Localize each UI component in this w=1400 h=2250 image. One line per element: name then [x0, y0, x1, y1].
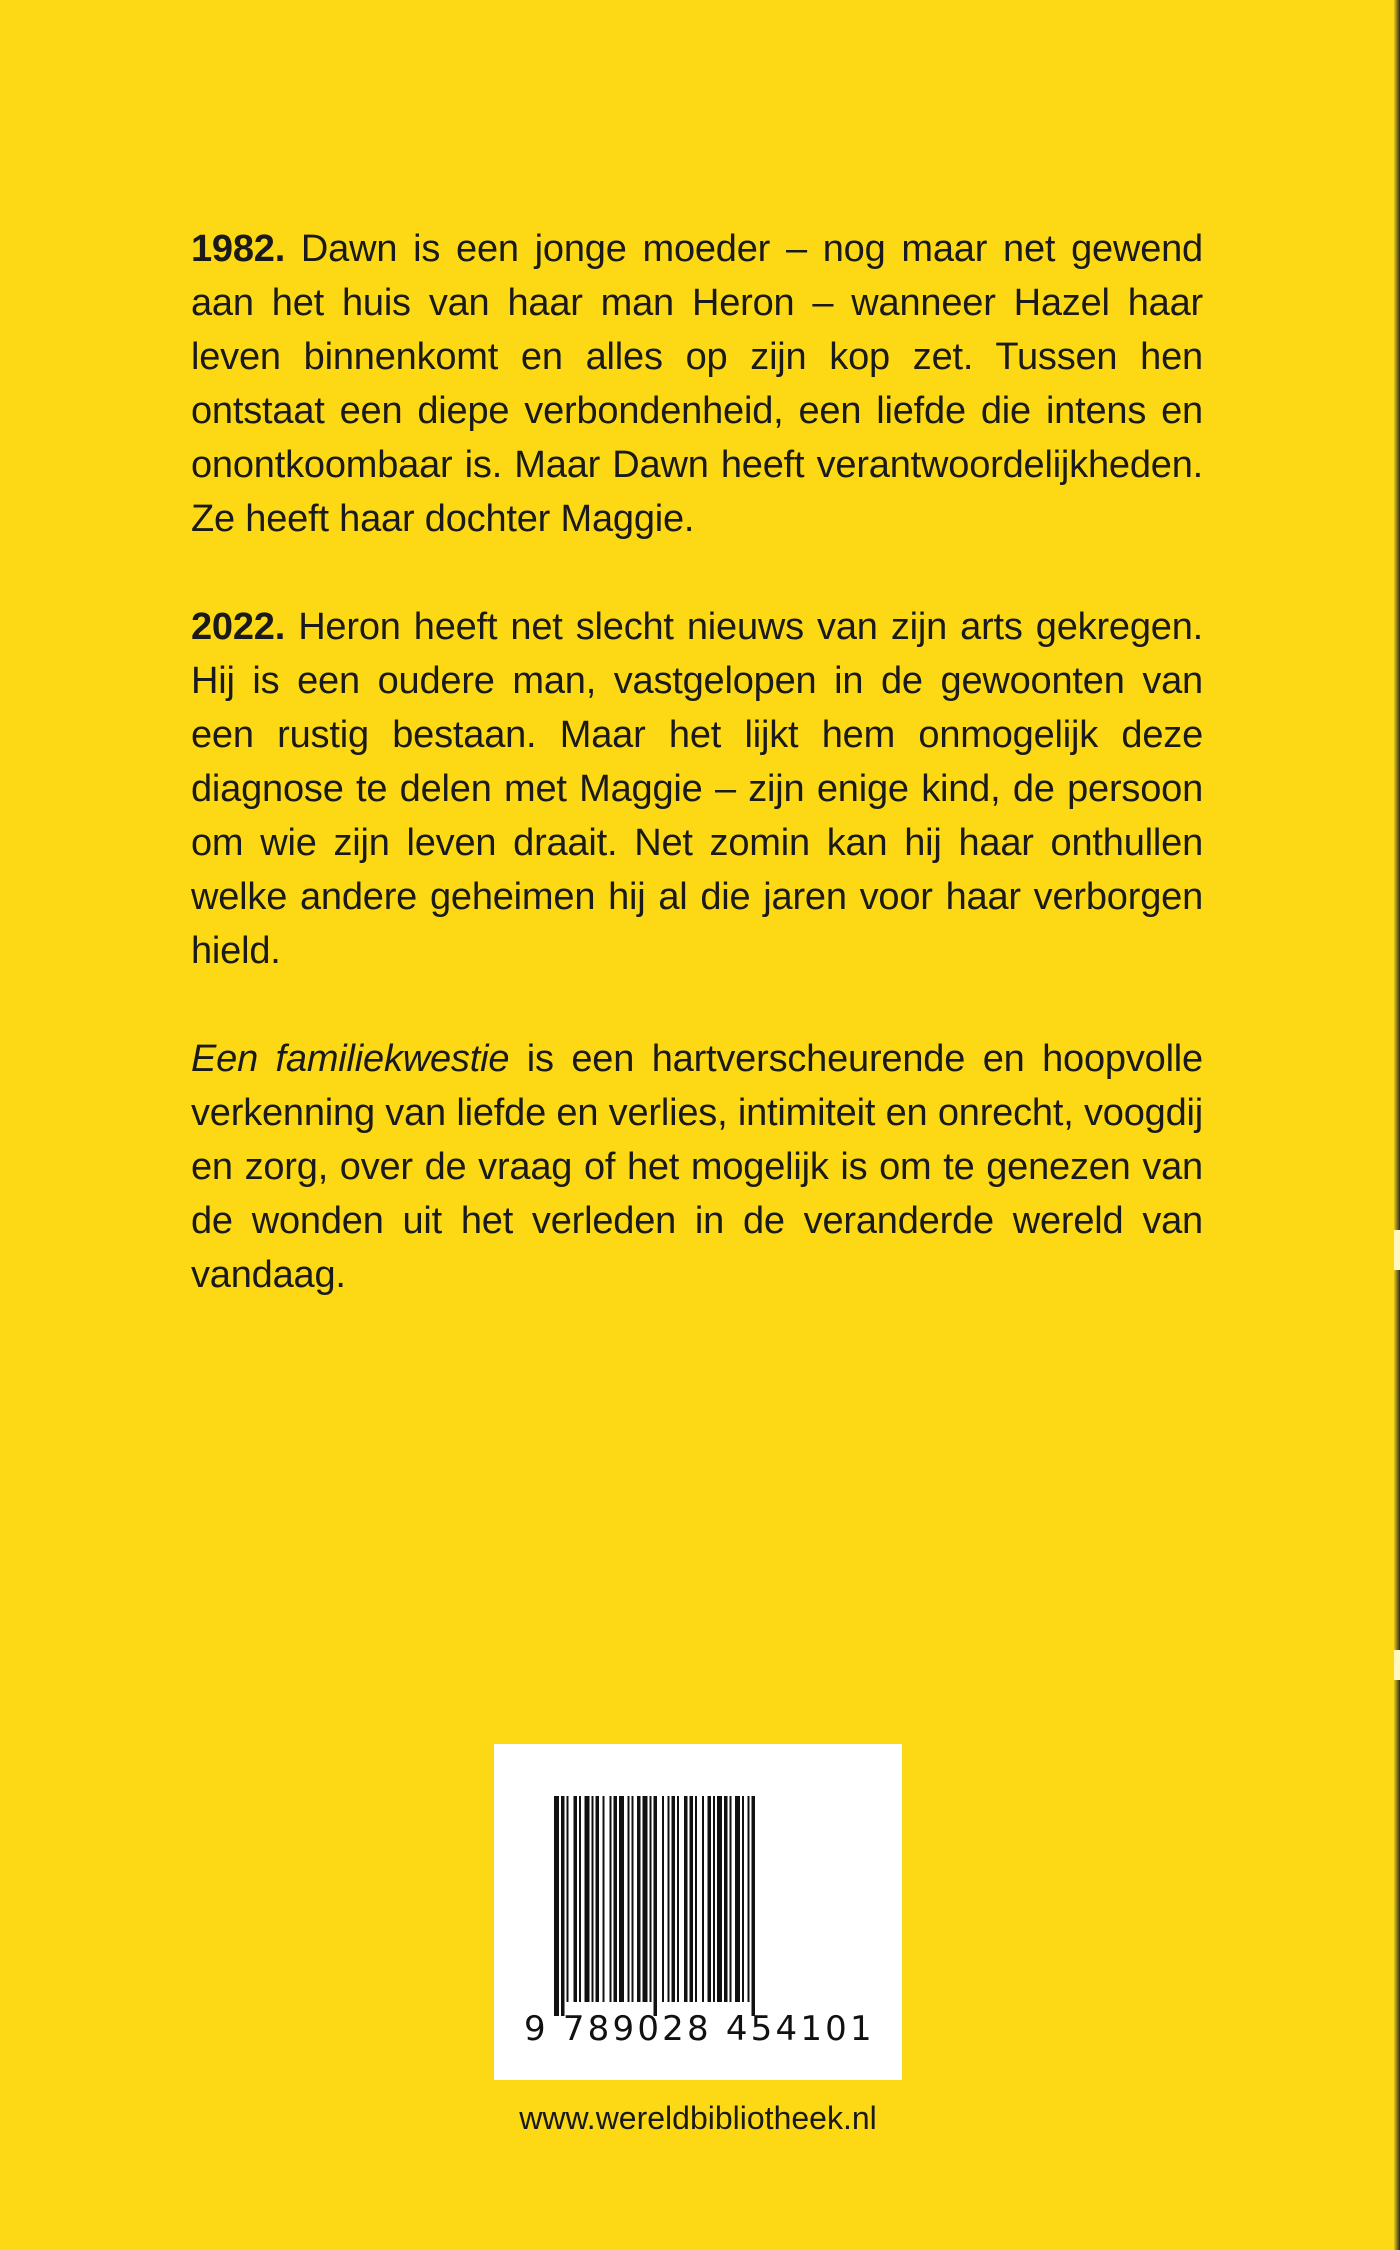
barcode-bar: [684, 1796, 688, 2002]
barcode-bar: [672, 1796, 676, 2002]
spine-edge: [1394, 0, 1400, 2250]
barcode-bar: [632, 1796, 634, 2002]
spine-nick: [1394, 1650, 1400, 1680]
barcode-bar: [579, 1796, 581, 2002]
year-2022: 2022.: [191, 606, 286, 648]
barcode-bar: [735, 1796, 740, 2002]
blurb-paragraph-2022: [191, 600, 1203, 978]
barcode-bar: [742, 1796, 744, 2002]
blurb-paragraph-summary: [191, 1032, 1203, 1302]
barcode-bar: [619, 1796, 624, 2002]
barcode-bar: [713, 1796, 715, 2002]
barcode-bar: [708, 1796, 712, 2002]
blurb-text: [191, 222, 1203, 1356]
barcode-bar: [702, 1796, 704, 2002]
barcode-bar: [668, 1796, 670, 2002]
barcode-bar: [717, 1796, 722, 2002]
barcode-bar: [654, 1796, 658, 2016]
barcode-bar: [748, 1796, 750, 2002]
barcode-bar: [677, 1796, 679, 2002]
barcode-bar: [574, 1796, 578, 2002]
barcode-bar: [637, 1796, 641, 2002]
barcode-bar: [585, 1796, 590, 2002]
paragraph-text: Dawn is een jonge moeder – nog maar net gewend aan het huis van haar man Heron – wanneer Hazel haar leven binnenkomt en alles op zijn kop zet. Tussen hen ontstaat een diepe verbondenheid, een liefde die intens en onontkoombaar is. Maar Dawn heeft verantwoordelijkheden. Ze heeft haar dochter Maggie.: [191, 228, 1203, 540]
barcode-bar: [650, 1796, 652, 2002]
barcode-bar: [628, 1796, 630, 2002]
paragraph-text: Heron heeft net slecht nieuws van zijn arts gekregen. Hij is een oudere man, vastgelopen in de gewoonten van een rustig bestaan. Maar het lijkt hem onmogelijk deze diagnose te delen met Maggie – zijn enige kind, de persoon om wie zijn leven draait. Net zomin kan hij haar onthullen welke andere geheimen hij al die jaren voor haar verborgen hield.: [191, 606, 1203, 972]
publisher-website: [0, 2100, 1400, 2137]
isbn-number: 9 789028 454101: [524, 2009, 875, 2049]
year-1982: 1982.: [191, 228, 286, 270]
barcode-bar: [567, 1796, 569, 2002]
spine-nick: [1394, 1230, 1400, 1270]
barcode-bar: [730, 1796, 732, 2002]
barcode-bar: [561, 1796, 565, 2016]
barcode-bar: [690, 1796, 694, 2002]
barcode-bar: [752, 1796, 756, 2016]
barcode-bar: [614, 1796, 618, 2002]
barcode-bar: [695, 1796, 697, 2002]
barcode-bar: [643, 1796, 648, 2002]
paragraph-text: is een hartverscheurende en hoopvolle verkenning van liefde en verlies, intimiteit en onrecht, voogdij en zorg, over de vraag of het mogelijk is om te genezen van de wonden uit het verleden in de veranderde wereld van vandaag.: [191, 1038, 1203, 1296]
blurb-paragraph-1982: [191, 222, 1203, 546]
website-text: www.wereldbibliotheek.nl: [519, 2100, 877, 2136]
barcode-bar: [603, 1796, 605, 2002]
barcode-box: [494, 1744, 902, 2080]
barcode-bar: [724, 1796, 728, 2002]
barcode-bar: [662, 1796, 664, 2002]
barcode-bar: [610, 1796, 612, 2002]
barcode-bar: [554, 1796, 559, 2016]
book-title-italic: Een familiekwestie: [191, 1038, 510, 1080]
barcode-bar: [596, 1796, 600, 2002]
barcode-bar: [592, 1796, 594, 2002]
